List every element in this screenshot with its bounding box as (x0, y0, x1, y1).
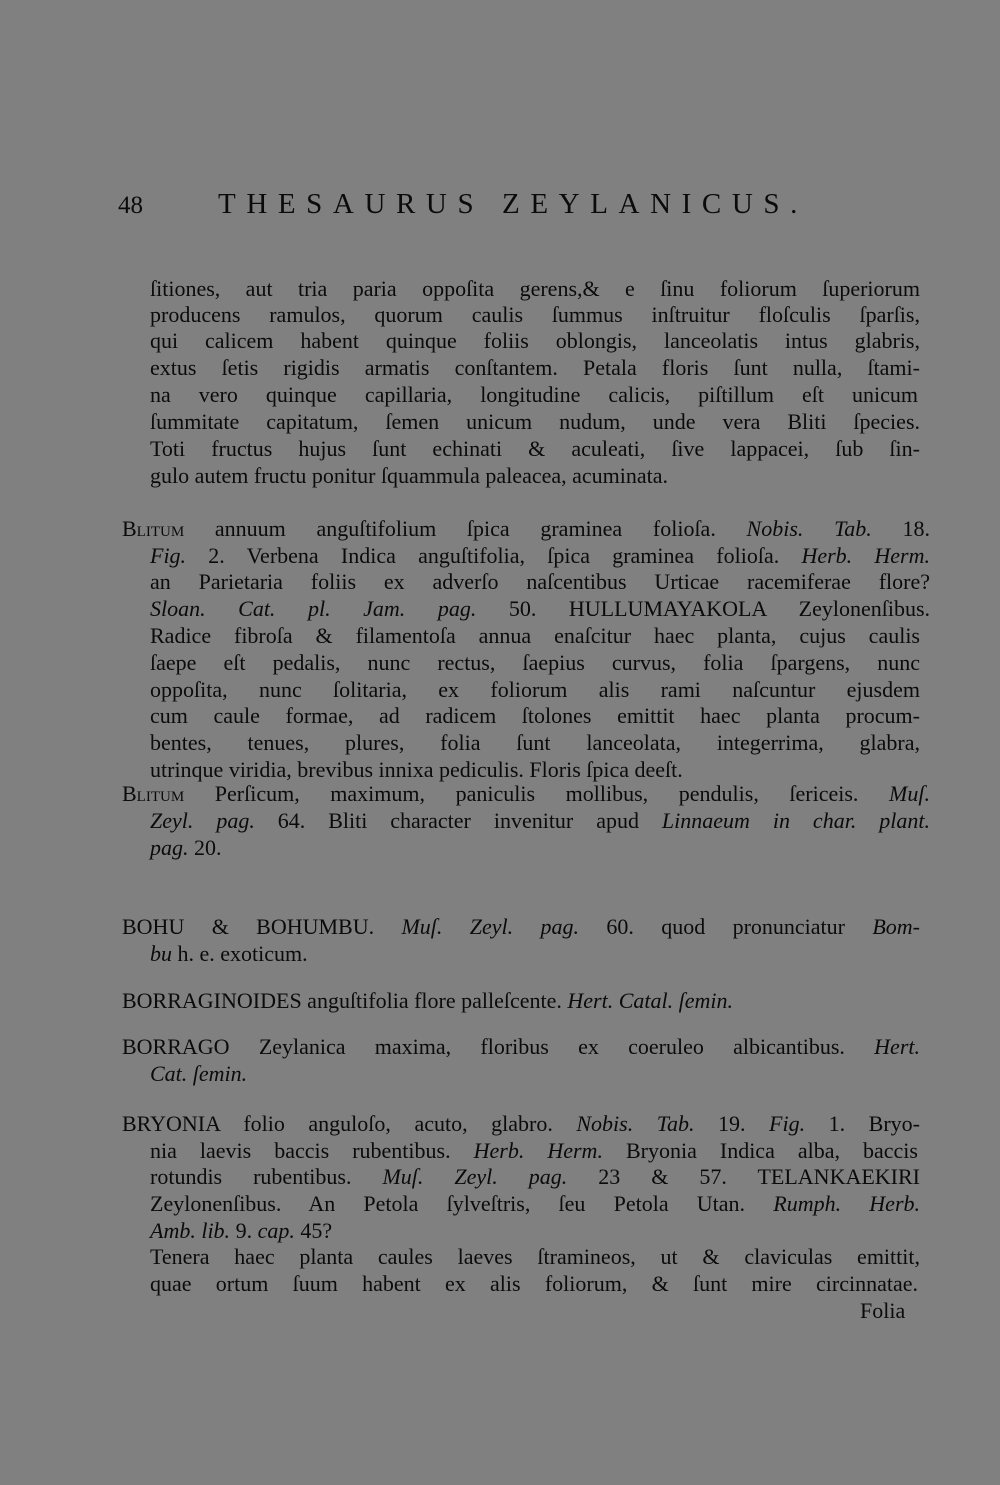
text-line (150, 807, 930, 834)
text-line (150, 542, 930, 569)
text-run: Toti fructus hujus ſunt echinati & aculeati, ſive lappacei, ſub ſin- (150, 436, 920, 461)
italic-citation: cap. (257, 1218, 295, 1243)
text-run: 45? (294, 1218, 333, 1243)
text-run: Perſicum, maximum, paniculis mollibus, pendulis, ſericeis. (184, 781, 890, 806)
text-line (122, 1033, 920, 1060)
text-line (150, 462, 668, 489)
italic-citation: pag. (150, 835, 189, 860)
running-head (118, 188, 838, 221)
text-line (150, 275, 920, 302)
text-line (122, 913, 920, 940)
text-line (150, 1243, 920, 1270)
italic-citation: Herb. Herm. (801, 543, 930, 568)
text-run: 1. Bryo- (805, 1111, 921, 1136)
text-line (150, 568, 930, 595)
text-line (860, 1297, 905, 1324)
text-run: BORRAGINOIDES anguſtifolia flore palleſcente. (122, 988, 568, 1013)
text-line (150, 676, 920, 703)
text-line (150, 327, 920, 354)
text-line (150, 408, 920, 435)
text-run: BOHU & BOHUMBU. (122, 914, 402, 939)
text-line (150, 756, 683, 783)
text-run: bentes, tenues, plures, folia ſunt lanceolata, integerrima, glabra, (150, 730, 920, 755)
text-run: nia laevis baccis rubentibus. (150, 1138, 474, 1163)
text-line (150, 834, 222, 861)
text-run: Radice fibroſa & filamentoſa annua enaſcitur haec planta, cujus caulis (150, 623, 920, 648)
text-line (150, 1217, 332, 1244)
entry-headword: Blitum (122, 781, 185, 806)
text-line (150, 702, 920, 729)
text-run: ſaepe eſt pedalis, nunc rectus, ſaepius curvus, folia ſpargens, nunc (150, 650, 920, 675)
italic-citation: Muſ. Zeyl. pag. (401, 914, 580, 939)
text-line (122, 515, 930, 542)
italic-citation: Cat. ſemin. (150, 1061, 248, 1086)
text-run: BORRAGO Zeylanica maxima, floribus ex coeruleo albicantibus. (122, 1034, 875, 1059)
italic-citation: Muſ. (889, 781, 930, 806)
text-run: gulo autem fructu ponitur ſquammula paleacea, acuminata. (150, 463, 669, 488)
italic-citation: Rumph. Herb. (773, 1191, 921, 1216)
text-line (150, 1060, 247, 1087)
italic-citation: Nobis. Tab. (576, 1111, 695, 1136)
text-line (150, 1190, 920, 1217)
text-run: 60. quod pronunciatur (579, 914, 873, 939)
italic-citation: Muſ. Zeyl. pag. (382, 1164, 568, 1189)
text-run: BRYONIA folio anguloſo, acuto, glabro. (122, 1111, 577, 1136)
entry-headword: Blitum (122, 516, 185, 541)
text-run: annuum anguſtifolium ſpica graminea folioſa. (184, 516, 747, 541)
text-run: Folia (860, 1298, 906, 1323)
text-run: 9. (230, 1218, 258, 1243)
text-line (150, 940, 308, 967)
text-run: 19. (694, 1111, 770, 1136)
italic-citation: Hert. Catal. ſemin. (567, 988, 734, 1013)
italic-citation: Linnaeum in char. plant. (661, 808, 930, 833)
italic-citation: Sloan. Cat. pl. Jam. pag. (150, 596, 477, 621)
text-run: ſitiones, aut tria paria oppoſita gerens,& e ſinu foliorum ſuperiorum (150, 276, 920, 301)
text-line (150, 354, 920, 381)
text-line (150, 301, 920, 328)
italic-citation: Fig. (769, 1111, 806, 1136)
text-run: utrinque viridia, brevibus innixa pediculis. Floris ſpica deeſt. (150, 757, 683, 782)
text-run: 18. (871, 516, 930, 541)
text-line (150, 622, 920, 649)
text-run: ſummitate capitatum, ſemen unicum nudum, unde vera Bliti ſpecies. (150, 409, 920, 434)
text-line (150, 1137, 918, 1164)
italic-citation: Herb. Herm. (473, 1138, 603, 1163)
text-run: quae ortum ſuum habent ex alis foliorum, & ſunt mire circinnatae. (150, 1271, 918, 1296)
text-run: h. e. exoticum. (172, 941, 308, 966)
italic-citation: Hert. (874, 1034, 920, 1059)
text-run: cum caule formae, ad radicem ſtolones emittit haec planta procum- (150, 703, 920, 728)
italic-citation: Nobis. Tab. (746, 516, 872, 541)
text-line (150, 1163, 920, 1190)
running-title: THESAURUS ZEYLANICUS. (218, 188, 808, 220)
text-run: qui calicem habent quinque foliis oblongis, lanceolatis intus glabris, (150, 328, 920, 353)
page-number: 48 (118, 192, 143, 219)
text-line (150, 595, 930, 622)
text-run: 2. Verbena Indica anguſtifolia, ſpica graminea folioſa. (186, 543, 802, 568)
text-line (150, 381, 918, 408)
text-run: 23 & 57. TELANKAEKIRI (567, 1164, 920, 1189)
italic-citation: Zeyl. pag. (150, 808, 255, 833)
text-run: rotundis rubentibus. (150, 1164, 383, 1189)
italic-citation: Amb. lib. (150, 1218, 231, 1243)
italic-citation: bu (150, 941, 172, 966)
text-line (150, 1270, 918, 1297)
text-run: producens ramulos, quorum caulis ſummus inſtruitur floſculis ſparſis, (150, 302, 920, 327)
text-line (150, 435, 920, 462)
italic-citation: Fig. (150, 543, 187, 568)
text-run: 64. Bliti character invenitur apud (254, 808, 662, 833)
text-run: na vero quinque capillaria, longitudine calicis, piſtillum eſt unicum (150, 382, 918, 407)
italic-citation: Bom- (872, 914, 920, 939)
text-line (122, 987, 733, 1014)
text-run: Zeylonenſibus. An Petola ſylveſtris, ſeu Petola Utan. (150, 1191, 774, 1216)
text-run: Tenera haec planta caules laeves ſtramineos, ut & claviculas emittit, (150, 1244, 920, 1269)
text-run: 20. (188, 835, 222, 860)
text-line (150, 649, 920, 676)
text-run: 50. HULLUMAYAKOLA Zeylonenſibus. (476, 596, 931, 621)
text-run: an Parietaria foliis ex adverſo naſcentibus Urticae racemiferae flore? (150, 569, 930, 594)
text-run: oppoſita, nunc ſolitaria, ex foliorum alis rami naſcuntur ejusdem (150, 677, 920, 702)
text-run: Bryonia Indica alba, baccis (602, 1138, 918, 1163)
text-line (122, 1110, 920, 1137)
text-line (150, 729, 920, 756)
text-run: extus ſetis rigidis armatis conſtantem. Petala floris ſunt nulla, ſtami- (150, 355, 920, 380)
text-line (122, 780, 930, 807)
